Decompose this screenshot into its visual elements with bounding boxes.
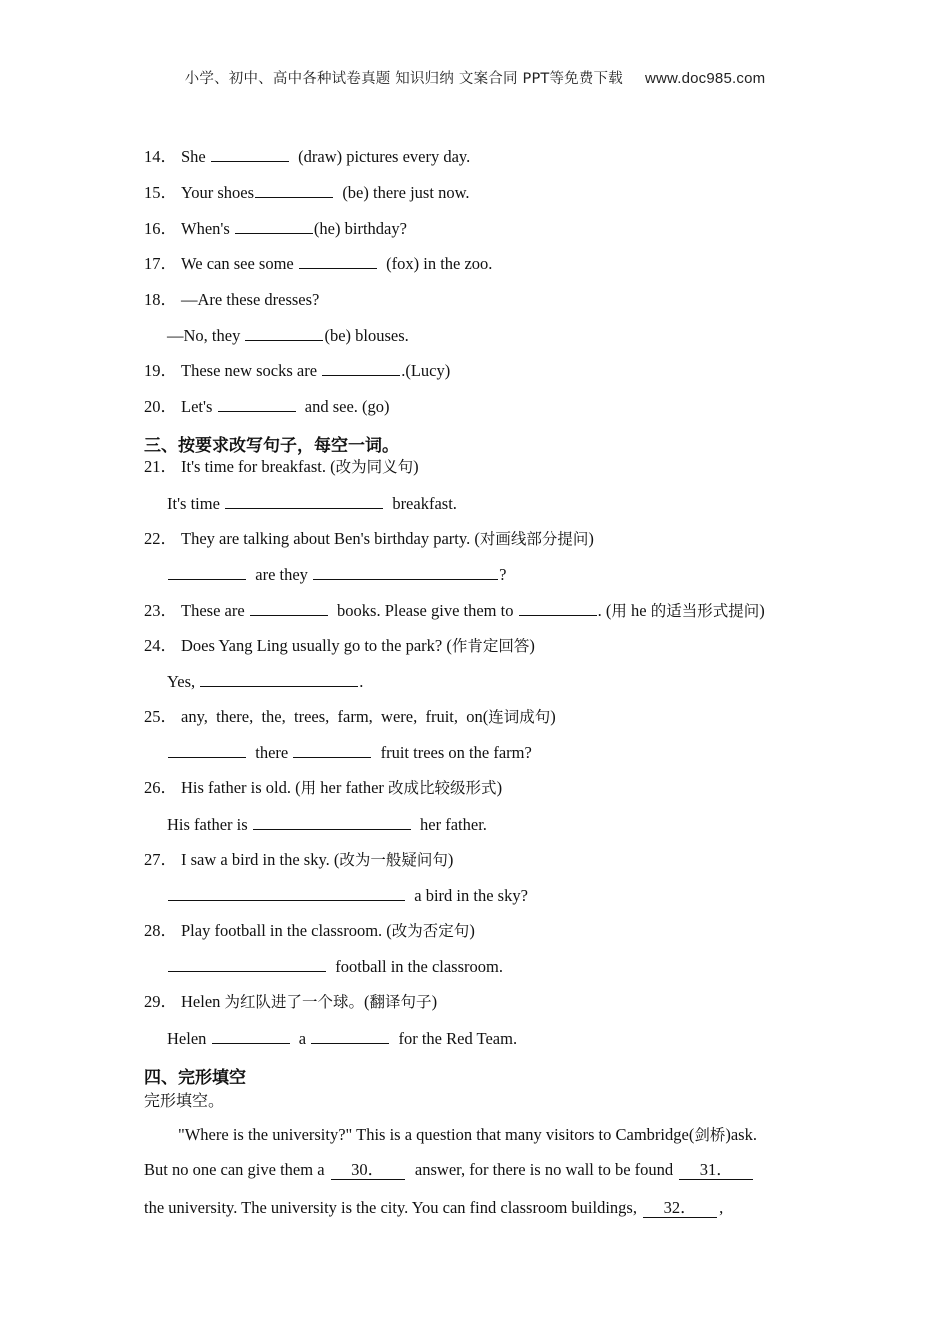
question-14: 14． She (draw) pictures every day. [144, 147, 471, 166]
question-25-answer: there fruit trees on the farm? [167, 742, 532, 763]
question-22: 22． They are talking about Ben's birthday party. (对画线部分提问) [144, 529, 594, 548]
question-26: 26． His father is old. (用 her father 改成比较级形式) [144, 778, 503, 797]
question-25: 25． any, there, the, trees, farm, were, fruit, on(连词成句) [144, 707, 556, 726]
question-29: 29． Helen 为红队进了一个球。(翻译句子) [144, 992, 438, 1011]
answer-blank[interactable] [245, 325, 323, 341]
answer-blank[interactable] [519, 600, 597, 616]
answer-blank[interactable] [311, 1028, 389, 1044]
cloze-blank-31[interactable]: 31． [679, 1161, 753, 1180]
question-26-answer: His father is her father. [167, 815, 487, 834]
question-27: 27． I saw a bird in the sky. (改为一般疑问句) [144, 850, 454, 869]
answer-blank[interactable] [255, 182, 333, 198]
answer-blank[interactable] [218, 396, 296, 412]
section-4-title: 四、完形填空 [144, 1068, 246, 1088]
answer-blank[interactable] [253, 814, 411, 830]
cloze-line-1: "Where is the university?" This is a question that many visitors to Cambridge(剑桥)ask. [178, 1125, 757, 1144]
header-text: 小学、初中、高中各种试卷真题 知识归纳 文案合同 PPT等免费下载 [184, 71, 623, 87]
question-24-answer: Yes, . [167, 672, 364, 691]
page-header [0, 67, 950, 88]
question-23: 23． These are books. Please give them to . (用 he 的适当形式提问) [144, 601, 765, 620]
question-22-answer: are they ? [167, 564, 506, 585]
cloze-line-2: But no one can give them a 30． answer, for there is no wall to be found 31． [144, 1160, 755, 1180]
question-28-answer: football in the classroom. [167, 956, 503, 977]
answer-blank[interactable] [168, 885, 405, 901]
header-url[interactable]: www.doc985.com [644, 70, 766, 87]
answer-blank[interactable] [212, 1028, 290, 1044]
answer-blank[interactable] [200, 671, 358, 687]
question-18: 18． —Are these dresses? [144, 290, 320, 309]
cloze-line-3: the university. The university is the city. You can find classroom buildings, 32． , [144, 1198, 724, 1217]
answer-blank[interactable] [168, 956, 326, 972]
cloze-label: 完形填空。 [144, 1091, 225, 1110]
question-21-answer: It's time breakfast. [167, 494, 457, 513]
question-18-answer: —No, they (be) blouses. [167, 326, 409, 345]
answer-blank[interactable] [211, 146, 289, 162]
question-21: 21． It's time for breakfast. (改为同义句) [144, 457, 419, 476]
question-24: 24． Does Yang Ling usually go to the park? (作肯定回答) [144, 636, 535, 655]
question-27-answer: a bird in the sky? [167, 885, 528, 906]
answer-blank[interactable] [168, 742, 246, 758]
answer-blank[interactable] [168, 564, 246, 580]
question-29-answer: Helen a for the Red Team. [167, 1029, 518, 1048]
cloze-blank-32[interactable]: 32． [643, 1199, 717, 1218]
question-15: 15． Your shoes (be) there just now. [144, 183, 470, 202]
question-16: 16． When's (he) birthday? [144, 219, 407, 238]
question-19: 19． These new socks are .(Lucy) [144, 361, 451, 380]
answer-blank[interactable] [225, 493, 383, 509]
question-17: 17． We can see some (fox) in the zoo. [144, 254, 493, 273]
answer-blank[interactable] [235, 218, 313, 234]
question-20: 20． Let's and see. (go) [144, 397, 390, 416]
question-28: 28． Play football in the classroom. (改为否定句) [144, 921, 475, 940]
answer-blank[interactable] [322, 360, 400, 376]
answer-blank[interactable] [293, 742, 371, 758]
answer-blank[interactable] [313, 564, 498, 580]
cloze-blank-30[interactable]: 30． [331, 1161, 405, 1180]
answer-blank[interactable] [299, 253, 377, 269]
answer-blank[interactable] [250, 600, 328, 616]
section-3-title: 三、按要求改写句子，每空一词。 [144, 436, 399, 456]
